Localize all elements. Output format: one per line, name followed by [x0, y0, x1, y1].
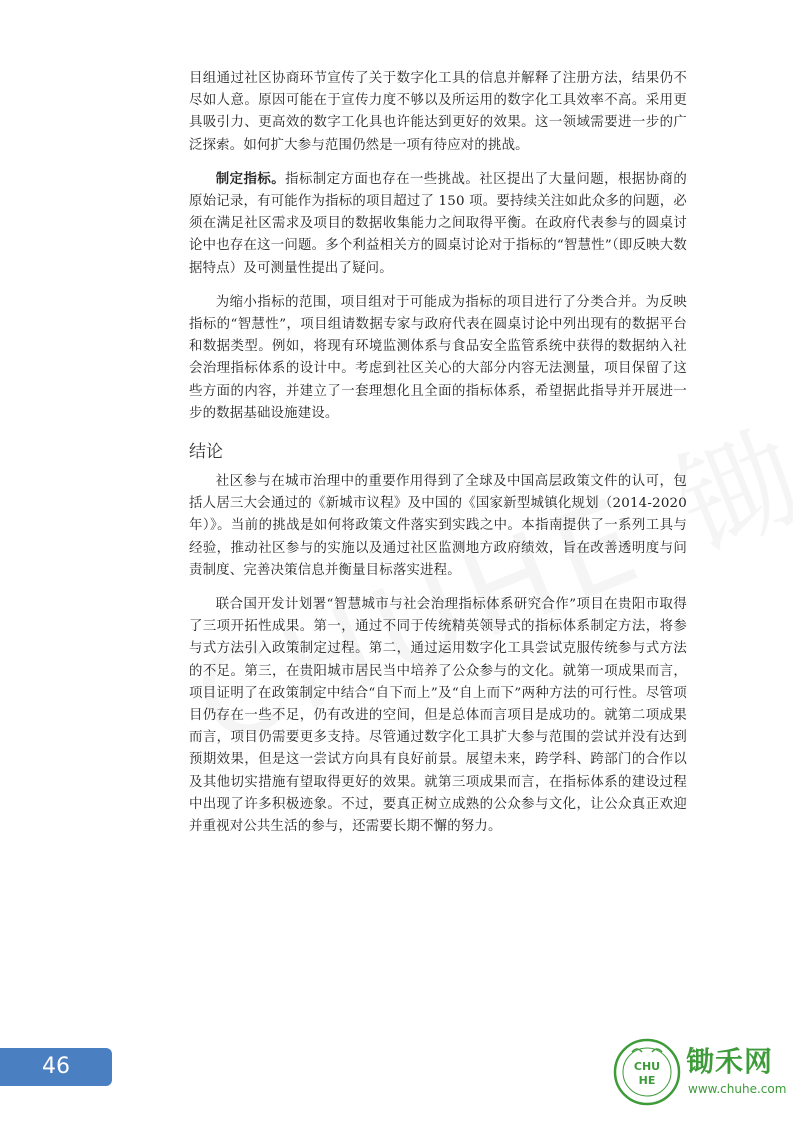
- section-heading-conclusion: 结论: [189, 442, 223, 463]
- paragraph-4: 社区参与在城市治理中的重要作用得到了全球及中国高层政策文件的认可，包括人居三大会通过的《新城市议程》及中国的《国家新型城镇化规划（2014-2020 年）》。当前的挑战是如何将政策文件落实到实践之中。本指南提供了一系列工具与经验，推动社区参与的实施以及通过社区监测地方政府绩效，旨在改善透明度与问责制度、完善决策信息并衡量目标落实进程。: [189, 474, 687, 578]
- chuhe-seal-icon: [612, 1030, 682, 1114]
- svg-text:CHU: CHU: [633, 1060, 661, 1073]
- document-body: [189, 68, 687, 850]
- paragraph-2-text: 指标制定方面也存在一些挑战。社区提出了大量问题，根据协商的原始记录，有可能作为指标的项目超过了 150 项。要持续关注如此众多的问题，必须在满足社区需求及项目的数据收集能力之间取得平衡。在政府代表参与的圆桌讨论中也存在这一问题。多个利益相关方的圆桌讨论对于指标的“智慧性”（即反映大数据特点）及可测量性提出了疑问。: [189, 171, 687, 276]
- paragraph-3: 为缩小指标的范围，项目组对于可能成为指标的项目进行了分类合并。为反映指标的“智慧性”，项目组请数据专家与政府代表在圆桌讨论中列出现有的数据平台和数据类型。例如，将现有环境监测体系与食品安全监管系统中获得的数据纳入社会治理指标体系的设计中。考虑到社区关心的大部分内容无法测量，项目保留了这些方面的内容，并建立了一套理想化且全面的指标体系，希望据此指导并开展进一步的数据基础设施建设。: [189, 294, 687, 421]
- brand-url: www.chuhe.com: [688, 1082, 787, 1096]
- paragraph-5: 联合国开发计划署“智慧城市与社会治理指标体系研究合作”项目在贵阳市取得了三项开拓性成果。第一，通过不同于传统精英领导式的指标体系制定方法，将参与式方法引入政策制定过程。第二，通过运用数字化工具尝试克服传统参与式方法的不足。第三，在贵阳城市居民当中培养了公众参与的文化。就第一项成果而言，项目证明了在政策制定中结合“自下而上”及“自上而下”两种方法的可行性。尽管项目仍存在一些不足，仍有改进的空间，但是总体而言项目是成功的。就第二项成果而言，项目仍需要更多支持。尽管通过数字化工具扩大参与范围的尝试并没有达到预期效果，但是这一尝试方向具有良好前景。展望未来，跨学科、跨部门的合作以及其他切实措施有望取得更好的效果。就第三项成果而言，在指标体系的建设过程中出现了许多积极迹象。不过，要真正树立成熟的公众参与文化，让公众真正欢迎并重视对公共生活的参与，还需要长期不懈的努力。: [189, 597, 687, 835]
- brand-name: 锄禾网: [686, 1045, 774, 1078]
- page-number: 46: [0, 1048, 112, 1086]
- svg-text:HE: HE: [638, 1074, 656, 1087]
- publisher-logo: [612, 1030, 787, 1114]
- paragraph-1: 目组通过社区协商环节宣传了关于数字化工具的信息并解释了注册方法，结果仍不尽如人意。原因可能在于宣传力度不够以及所运用的数字化工具效率不高。采用更具吸引力、更高效的数字工化具也许能达到更好的效果。这一领域需要进一步的广泛探索。如何扩大参与范围仍然是一项有待应对的挑战。: [189, 71, 687, 153]
- paragraph-2: [189, 169, 687, 280]
- paragraph-2-lead: 制定指标。: [215, 171, 286, 187]
